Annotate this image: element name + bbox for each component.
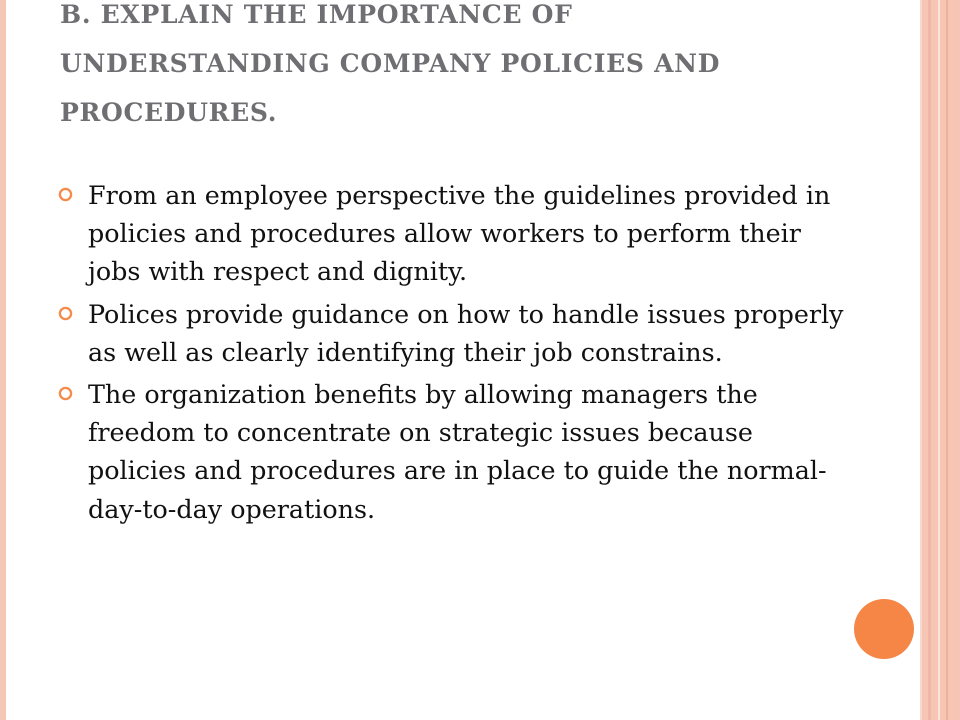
slide-right-border-line — [920, 0, 922, 720]
bullet-item — [58, 295, 858, 371]
bullet-item — [58, 176, 858, 291]
bullet-text: The organization benefits by allowing managers the freedom to concentrate on strategic issues because policies and procedures are in place to guide the normal-day-to-day operations. — [88, 379, 827, 524]
bullet-text: From an employee perspective the guidelines provided in policies and procedures allow workers to perform their jobs with respect and dignity. — [88, 180, 831, 287]
slide-left-border — [0, 0, 6, 720]
bullet-circle-icon — [58, 386, 73, 401]
slide-title-line-3: PROCEDURES. — [60, 98, 278, 127]
bullet-circle-icon — [58, 187, 73, 202]
accent-circle — [854, 599, 914, 659]
slide-title — [60, 0, 880, 137]
slide-right-border-line — [938, 0, 940, 720]
slide-right-border-line — [946, 0, 948, 720]
slide-right-border-line — [928, 0, 931, 720]
bullet-item — [58, 375, 858, 528]
bullet-circle-icon — [58, 306, 73, 321]
slide-right-border — [920, 0, 960, 720]
bullet-text: Polices provide guidance on how to handle issues properly as well as clearly identifying their job constrains. — [88, 298, 844, 367]
bullet-list — [58, 176, 858, 532]
slide-title-line-1: B. EXPLAIN THE IMPORTANCE OF — [60, 0, 573, 29]
slide-title-line-2: UNDERSTANDING COMPANY POLICIES AND — [60, 49, 721, 78]
